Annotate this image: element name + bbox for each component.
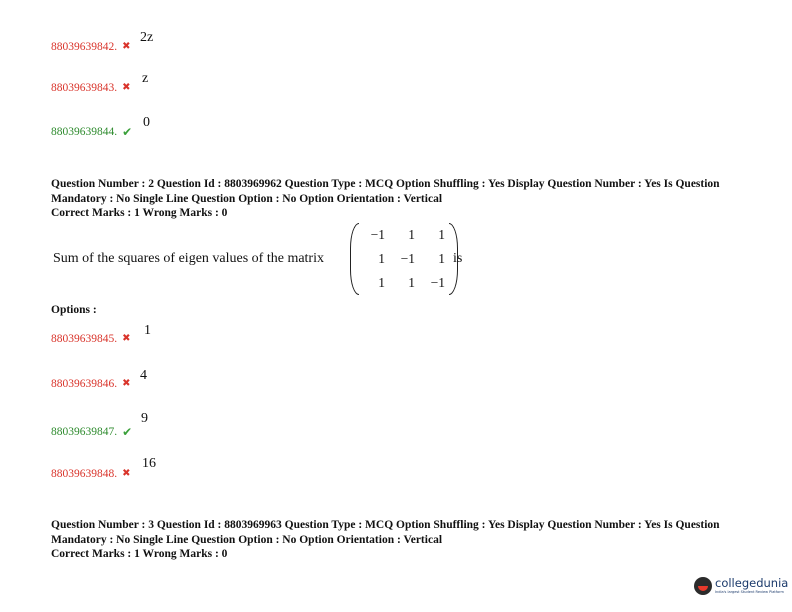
- logo-tagline: India's largest Student Review Platform: [715, 589, 784, 594]
- logo-text-group: [715, 578, 788, 594]
- logo-mascot-icon: [694, 577, 712, 595]
- option-id-text: 88039639848.: [51, 468, 118, 480]
- options-label: Options :: [51, 304, 97, 316]
- option-id-847: [51, 425, 132, 439]
- matrix-cell: 1: [378, 275, 385, 290]
- question-3-meta-line-1: Question Number : 3 Question Id : 8803969963 Question Type : MCQ Option Shuffling : Yes Display Question Number : Yes Is Question: [51, 519, 720, 531]
- question-2-matrix: [350, 223, 458, 295]
- option-value-845: 1: [144, 323, 151, 338]
- matrix-grid: [359, 223, 449, 295]
- option-id-846: [51, 377, 131, 391]
- option-value-842: 2z: [140, 30, 154, 45]
- option-id-text: 88039639847.: [51, 426, 118, 438]
- option-id-text: 88039639844.: [51, 126, 118, 138]
- option-id-text: 88039639843.: [51, 82, 118, 94]
- cross-icon: ✖: [122, 333, 131, 344]
- option-id-843: [51, 81, 131, 95]
- matrix-left-paren: [350, 223, 359, 295]
- option-id-text: 88039639842.: [51, 41, 118, 53]
- cross-icon: ✖: [122, 82, 131, 93]
- cross-icon: ✖: [122, 378, 131, 389]
- matrix-cell: 1: [378, 251, 385, 266]
- matrix-cell: −1: [370, 227, 385, 242]
- matrix-cell: 1: [408, 275, 415, 290]
- check-icon: ✔: [122, 125, 133, 139]
- option-value-847: 9: [141, 411, 148, 426]
- matrix-cell: −1: [400, 251, 415, 266]
- check-icon: ✔: [122, 425, 133, 439]
- option-id-text: 88039639845.: [51, 333, 118, 345]
- cross-icon: ✖: [122, 41, 131, 52]
- option-id-844: [51, 125, 132, 139]
- matrix-cell: −1: [430, 275, 445, 290]
- matrix-cell: 1: [438, 227, 445, 242]
- cross-icon: ✖: [122, 468, 131, 479]
- option-id-848: [51, 467, 131, 481]
- question-3-marks: Correct Marks : 1 Wrong Marks : 0: [51, 548, 228, 560]
- option-value-846: 4: [140, 368, 147, 383]
- matrix-cell: 1: [408, 227, 415, 242]
- question-2-marks: Correct Marks : 1 Wrong Marks : 0: [51, 207, 228, 219]
- question-2-stem-suffix: is: [453, 251, 463, 266]
- collegedunia-logo: [694, 577, 788, 595]
- question-2-meta-line-1: Question Number : 2 Question Id : 8803969962 Question Type : MCQ Option Shuffling : Yes Display Question Number : Yes Is Question: [51, 178, 720, 190]
- option-value-848: 16: [142, 456, 156, 471]
- option-id-845: [51, 332, 131, 346]
- option-id-842: [51, 40, 131, 54]
- option-value-844: 0: [143, 115, 150, 130]
- question-2-stem: Sum of the squares of eigen values of the matrix: [53, 251, 324, 266]
- question-3-meta-line-2: Mandatory : No Single Line Question Option : No Option Orientation : Vertical: [51, 533, 443, 546]
- matrix-cell: 1: [438, 251, 445, 266]
- logo-text: collegedunia: [715, 576, 789, 590]
- question-2-meta-line-2: Mandatory : No Single Line Question Option : No Option Orientation : Vertical: [51, 192, 443, 205]
- option-value-843: z: [142, 71, 149, 86]
- option-id-text: 88039639846.: [51, 378, 118, 390]
